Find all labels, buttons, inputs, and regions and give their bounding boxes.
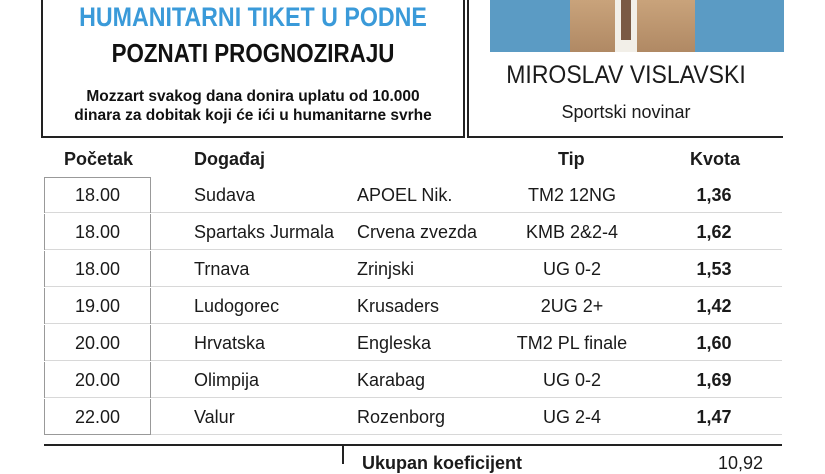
row-tip: TM2 12NG <box>527 185 617 205</box>
row-away-team: Karabag <box>357 370 426 390</box>
row-away-team: Rozenborg <box>357 407 446 427</box>
table-row <box>44 362 782 398</box>
footer-divider-line <box>44 444 782 446</box>
row-away-team: Engleska <box>357 333 432 353</box>
table-row <box>44 325 782 361</box>
row-tip: TM2 PL finale <box>516 333 628 353</box>
row-time: 18.00 <box>44 177 151 213</box>
total-odds-label: Ukupan koeficijent <box>362 453 523 473</box>
donation-note <box>43 87 463 125</box>
donation-note-line-1: Mozzart svakog dana donira uplatu od 10.000 <box>86 88 420 105</box>
headline-subtitle: POZNATI PROGNOZIRAJU <box>111 38 395 68</box>
donation-note-line-2: dinara za dobitak koji će ići u humanitarne svrhe <box>74 107 432 124</box>
tipster-photo <box>490 0 784 52</box>
row-away-team: Crvena zvezda <box>357 222 478 242</box>
table-row <box>44 177 782 213</box>
row-tip: UG 0-2 <box>542 370 602 390</box>
row-time: 20.00 <box>44 362 151 398</box>
row-time: 18.00 <box>44 214 151 250</box>
footer-vertical-divider <box>342 444 344 464</box>
row-tip: 2UG 2+ <box>540 296 604 316</box>
table-row <box>44 288 782 324</box>
table-row <box>44 399 782 435</box>
row-away-team: APOEL Nik. <box>357 185 453 205</box>
headline-title: HUMANITARNI TIKET U PODNE <box>79 2 427 32</box>
row-odds: 1,69 <box>696 370 732 390</box>
row-home-team: Trnava <box>194 259 250 279</box>
row-tip: KMB 2&2-4 <box>525 222 619 242</box>
table-row <box>44 214 782 250</box>
column-header-odds: Kvota <box>690 149 741 169</box>
tipster-panel <box>467 0 783 138</box>
row-home-team: Sudava <box>194 185 256 205</box>
row-home-team: Spartaks Jurmala <box>194 222 335 242</box>
row-time: 22.00 <box>44 399 151 435</box>
row-time: 20.00 <box>44 325 151 361</box>
row-tip: UG 2-4 <box>542 407 602 427</box>
row-home-team: Olimpija <box>194 370 260 390</box>
tipster-name: MIROSLAV VISLAVSKI <box>506 61 746 89</box>
column-header-start: Početak <box>64 149 134 169</box>
row-time: 19.00 <box>44 288 151 324</box>
row-odds: 1,42 <box>696 296 732 316</box>
row-time: 18.00 <box>44 251 151 287</box>
row-odds: 1,36 <box>696 185 732 205</box>
column-header-event: Događaj <box>194 149 266 169</box>
row-home-team: Ludogorec <box>194 296 280 316</box>
table-row <box>44 251 782 287</box>
tipster-role: Sportski novinar <box>561 102 691 122</box>
row-odds: 1,60 <box>696 333 732 353</box>
row-odds: 1,62 <box>696 222 732 242</box>
matches-table <box>44 177 782 435</box>
row-tip: UG 0-2 <box>542 259 602 279</box>
row-odds: 1,53 <box>696 259 732 279</box>
row-home-team: Valur <box>194 407 235 427</box>
row-away-team: Zrinjski <box>357 259 414 279</box>
row-odds: 1,47 <box>696 407 732 427</box>
header-panel <box>41 0 465 138</box>
row-away-team: Krusaders <box>357 296 440 316</box>
column-header-tip: Tip <box>558 149 585 169</box>
photo-tie <box>621 0 631 40</box>
total-odds-value: 10,92 <box>718 453 764 473</box>
row-home-team: Hrvatska <box>194 333 266 353</box>
